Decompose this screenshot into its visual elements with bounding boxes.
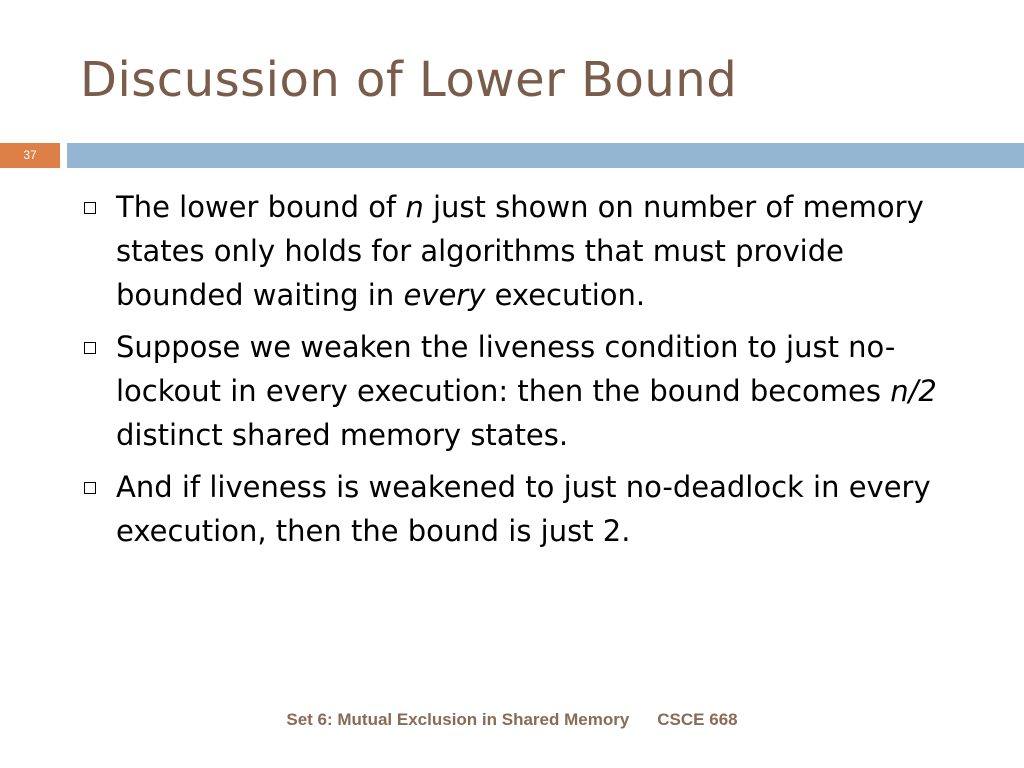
square-bullet-icon — [84, 482, 96, 494]
slide-footer — [0, 710, 1024, 730]
footer-course-code: CSCE 668 — [657, 710, 738, 729]
square-bullet-icon — [84, 342, 96, 354]
bullet-text: And if liveness is weakened to just no-deadlock in every execution, then the bound is just 2. — [116, 470, 931, 548]
bullet-item — [80, 325, 960, 457]
bullet-text: Suppose we weaken the liveness condition to just no-lockout in every execution: then the bound becomes n/2 distinct shared memory states. — [116, 330, 937, 452]
bullet-list — [80, 185, 960, 561]
slide-title: Discussion of Lower Bound — [80, 52, 738, 108]
bullet-item — [80, 465, 960, 553]
slide-number: 37 — [0, 143, 60, 168]
header-bar — [67, 143, 1024, 168]
footer-course-set: Set 6: Mutual Exclusion in Shared Memory — [286, 710, 630, 729]
bullet-item — [80, 185, 960, 317]
square-bullet-icon — [84, 202, 96, 214]
bullet-text: The lower bound of n just shown on number of memory states only holds for algorithms that must provide bounded waiting in every execution. — [116, 190, 924, 312]
